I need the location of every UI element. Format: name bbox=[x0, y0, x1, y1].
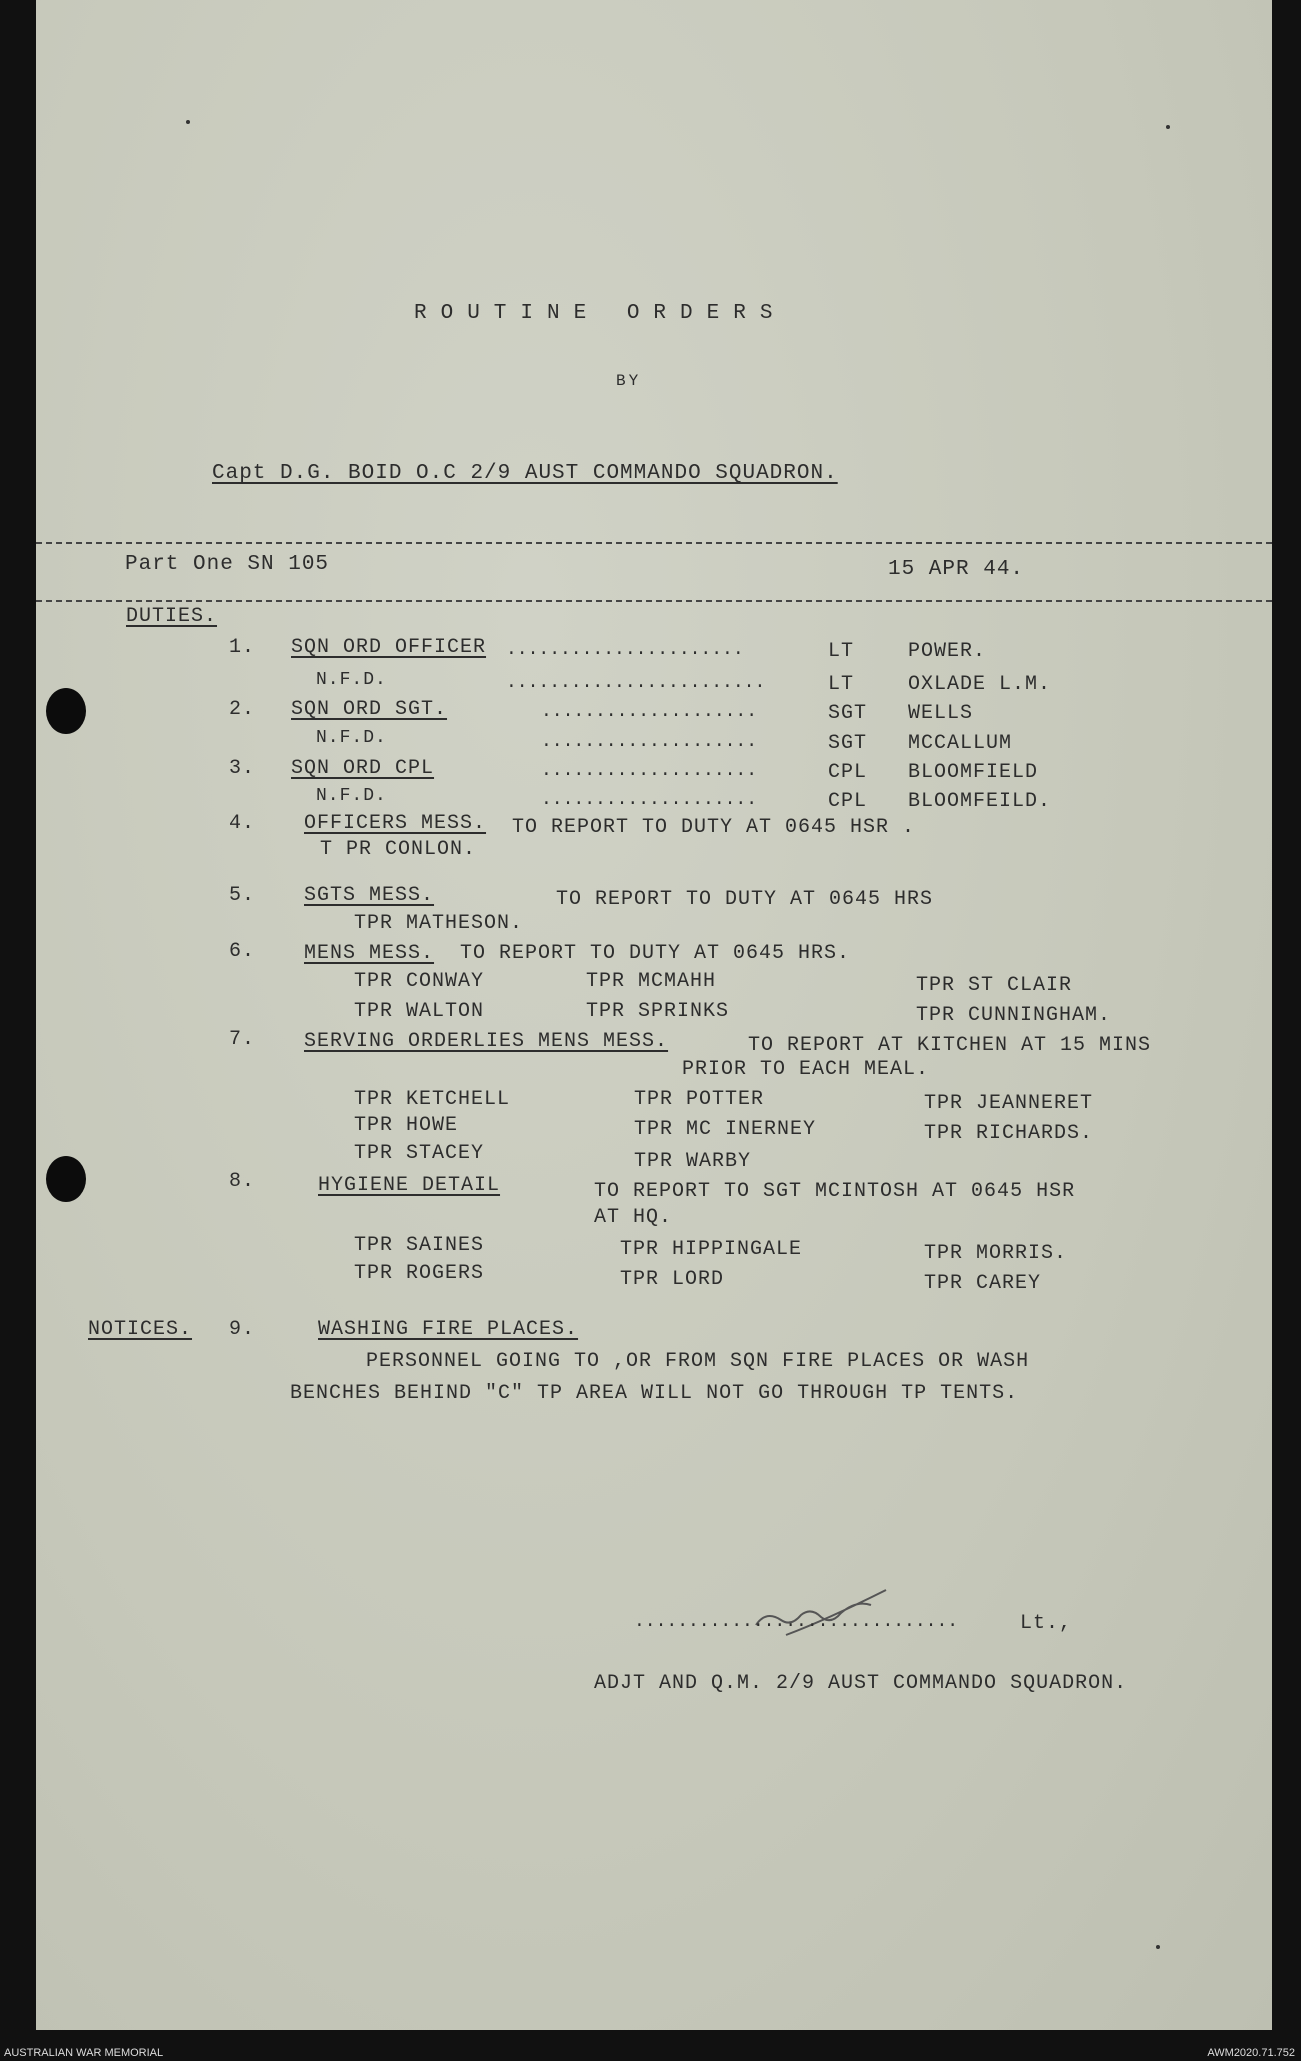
part-number: Part One SN 105 bbox=[125, 553, 330, 576]
notices-heading: NOTICES. bbox=[88, 1318, 193, 1341]
footer-id: AWM2020.71.752 bbox=[1207, 2047, 1295, 2059]
by-line: BY bbox=[616, 372, 642, 390]
page-mark bbox=[1156, 1945, 1160, 1949]
duty-title: SQN ORD CPL bbox=[291, 757, 435, 780]
page-title: ROUTINE ORDERS bbox=[414, 302, 787, 325]
signatory-role: ADJT AND Q.M. 2/9 AUST COMMANDO SQUADRON. bbox=[594, 1672, 1128, 1695]
document-page: ROUTINE ORDERS BY Capt D.G. BOID O.C 2/9 AUST COMMANDO SQUADRON. Part One SN 105 15 APR 44. DUTIES. 1. SQN ORD OFFICER ...................... LT POWER. N.F.D. ........................ LT OXLADE L.M. 2. SQN ORD SGT. .................... SGT WELLS N.F.D. .................... SGT MCCALLUM 3. SQN ORD CPL .................... CPL BLOOMFIELD N.F.D. .................... CPL BLOOMFEILD. 4. OFFICERS MESS. TO REPORT TO DUTY AT 0645 HSR . T PR CONLON. 5. SGTS MESS. TO REPORT TO DUTY AT 0645 HRS TPR MATHESON. 6. MENS MESS. TO REPORT TO DUTY AT 0645 HRS. TPR CONWAY TPR MCMAHH TPR ST CLAIR TPR WALTON TPR SPRINKS TPR CUNNINGHAM. 7. SERVING ORDERLIES MENS MESS. TO REPORT AT KITCHEN AT 15 MINS PRIOR TO EACH MEAL. TPR KETCHELL TPR POTTER TPR JEANNERET TPR HOWE TPR MC INERNEY TPR RICHARDS. TPR STACEY TPR WARBY 8. HYGIENE DETAIL TO REPORT TO SGT MCINTOSH AT 0645 HSR AT HQ. TPR SAINES TPR HIPPINGALE TPR MORRIS. TPR ROGERS TPR LORD TPR CAREY NOTICES. 9. WASHING FIRE PLACES. PERSONNEL GOING TO ,OR FROM SQN FIRE PLACES OR WASH BENCHES BEHIND "C" TP AREA WILL NOT GO THROUGH TP TENTS. .............................. Lt., ADJT AND Q.M. 2/9 AUST COMMANDO SQUADRON. bbox=[36, 0, 1272, 2030]
page-mark bbox=[186, 120, 190, 124]
duties-heading: DUTIES. bbox=[126, 605, 218, 628]
footer-source: AUSTRALIAN WAR MEMORIAL bbox=[4, 2047, 164, 2059]
page-mark bbox=[1166, 125, 1170, 129]
divider bbox=[36, 542, 1272, 544]
duty-title: SQN ORD OFFICER bbox=[291, 636, 487, 659]
issuer-line: Capt D.G. BOID O.C 2/9 AUST COMMANDO SQUADRON. bbox=[212, 462, 838, 485]
punch-hole bbox=[46, 688, 86, 734]
duty-title: SQN ORD SGT. bbox=[291, 698, 448, 721]
footer-bar bbox=[0, 2046, 1301, 2061]
punch-hole bbox=[46, 1156, 86, 1202]
divider bbox=[36, 600, 1272, 602]
order-date: 15 APR 44. bbox=[888, 558, 1025, 581]
